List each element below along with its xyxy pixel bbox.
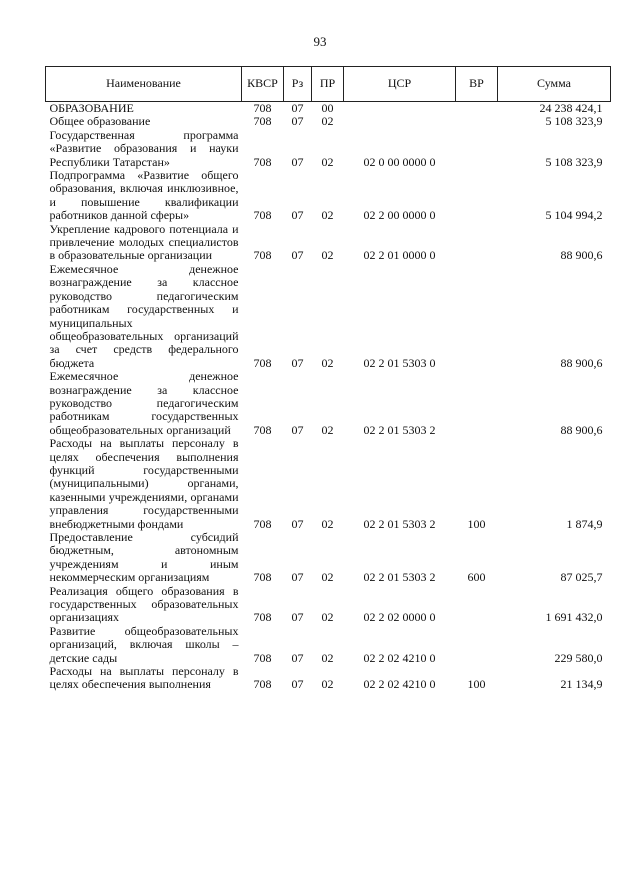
row-csr (344, 102, 456, 116)
row-vr (456, 102, 498, 116)
header-rz: Рз (284, 67, 312, 102)
row-vr (456, 585, 498, 625)
row-vr (456, 129, 498, 169)
row-name: Предоставление субсидий бюджетным, автономным учреждениям и иным некоммерческим организациям (49, 530, 239, 585)
row-kvsr: 708 (253, 154, 272, 169)
row-rz: 07 (291, 570, 304, 585)
row-csr: 02 2 01 5303 2 (363, 516, 436, 531)
row-name: Государственная программа «Развитие образования и науки Республики Татарстан» (49, 127, 239, 169)
row-csr: 02 2 02 4210 0 (363, 650, 436, 665)
table-row (46, 531, 611, 585)
budget-table (45, 66, 611, 692)
row-sum: 1 874,9 (566, 516, 603, 531)
row-csr: 02 2 01 0000 0 (363, 248, 436, 263)
header-pr: ПР (312, 67, 344, 102)
table-row (46, 263, 611, 370)
row-name: Расходы на выплаты персоналу в целях обеспечения выполнения (49, 664, 239, 692)
row-sum: 21 134,9 (560, 677, 603, 692)
table-row (46, 665, 611, 692)
row-sum: 88 900,6 (560, 248, 603, 263)
row-pr: 02 (321, 248, 334, 263)
row-name: Ежемесячное денежное вознаграждение за классное руководство педагогическим работникам государственных общеобразовательных организаций (49, 369, 239, 437)
table-row (46, 585, 611, 625)
row-kvsr: 708 (253, 248, 272, 263)
row-name: Ежемесячное денежное вознаграждение за классное руководство педагогическим работникам государственных и муниципальных общеобразовательных организаций за счет средств федерального бюджета (49, 261, 239, 370)
row-rz: 07 (291, 101, 304, 115)
row-vr: 100 (467, 677, 486, 692)
row-rz: 07 (291, 650, 304, 665)
row-rz: 07 (291, 154, 304, 169)
row-rz: 07 (291, 114, 304, 129)
row-pr: 02 (321, 570, 334, 585)
row-kvsr: 708 (253, 114, 272, 129)
row-kvsr: 708 (253, 208, 272, 223)
row-rz: 07 (291, 677, 304, 692)
table-row (46, 129, 611, 169)
header-csr: ЦСР (344, 67, 456, 102)
row-sum: 5 108 323,9 (545, 114, 603, 129)
row-csr: 02 2 01 5303 0 (363, 355, 436, 370)
header-sum: Сумма (498, 67, 611, 102)
table-row (46, 625, 611, 665)
row-name: Развитие общеобразовательных организаций, включая школы – детские сады (49, 623, 239, 665)
row-kvsr: 708 (253, 610, 272, 625)
row-pr: 02 (321, 422, 334, 437)
row-sum: 229 580,0 (554, 650, 603, 665)
row-csr: 02 2 02 4210 0 (363, 677, 436, 692)
row-name: Расходы на выплаты персоналу в целях обеспечения выполнения функций государственными (муниципальными) органами, казенными учреждениями, органами управления государственными внебюджетными фондами (49, 436, 239, 531)
row-vr (456, 625, 498, 665)
row-kvsr: 708 (253, 677, 272, 692)
row-pr: 02 (321, 610, 334, 625)
row-pr: 02 (321, 650, 334, 665)
header-kvsr: КВСР (242, 67, 284, 102)
header-name: Наименование (46, 67, 242, 102)
table-row (46, 370, 611, 437)
row-vr: 600 (467, 570, 486, 585)
table-header-row (46, 67, 611, 102)
row-name: Укрепление кадрового потенциала и привлечение молодых специалистов в образовательные организации (49, 221, 239, 263)
row-csr: 02 2 00 0000 0 (363, 208, 436, 223)
row-sum: 87 025,7 (560, 570, 603, 585)
row-name: Общее образование (49, 114, 151, 129)
row-kvsr: 708 (253, 101, 272, 115)
table-row (46, 115, 611, 128)
row-kvsr: 708 (253, 570, 272, 585)
row-sum: 1 691 432,0 (545, 610, 603, 625)
row-csr: 02 2 02 0000 0 (363, 610, 436, 625)
row-vr (456, 263, 498, 370)
row-sum: 88 900,6 (560, 355, 603, 370)
table-row (46, 437, 611, 531)
table-row (46, 169, 611, 223)
row-pr: 02 (321, 208, 334, 223)
row-name: Подпрограмма «Развитие общего образования, включая инклюзивное, и повышение квалификации работников данной сферы» (49, 168, 239, 223)
row-sum: 88 900,6 (560, 422, 603, 437)
row-csr (344, 115, 456, 128)
row-pr: 02 (321, 516, 334, 531)
row-rz: 07 (291, 516, 304, 531)
row-pr: 02 (321, 114, 334, 129)
row-rz: 07 (291, 355, 304, 370)
row-rz: 07 (291, 610, 304, 625)
row-rz: 07 (291, 422, 304, 437)
row-kvsr: 708 (253, 650, 272, 665)
row-rz: 07 (291, 248, 304, 263)
row-vr: 100 (467, 516, 486, 531)
row-vr (456, 223, 498, 263)
row-sum: 24 238 424,1 (539, 101, 603, 115)
row-kvsr: 708 (253, 516, 272, 531)
row-sum: 5 108 323,9 (545, 154, 603, 169)
row-rz: 07 (291, 208, 304, 223)
row-pr: 00 (321, 101, 334, 115)
row-kvsr: 708 (253, 422, 272, 437)
row-vr (456, 370, 498, 437)
table-row (46, 223, 611, 263)
row-csr: 02 2 01 5303 2 (363, 570, 436, 585)
row-name: Реализация общего образования в государственных образовательных организациях (49, 583, 239, 625)
row-vr (456, 169, 498, 223)
header-vr: ВР (456, 67, 498, 102)
row-kvsr: 708 (253, 355, 272, 370)
row-sum: 5 104 994,2 (545, 208, 603, 223)
row-vr (456, 115, 498, 128)
row-csr: 02 0 00 0000 0 (363, 154, 436, 169)
row-name: ОБРАЗОВАНИЕ (49, 101, 134, 115)
row-pr: 02 (321, 355, 334, 370)
page-number: 93 (313, 34, 327, 49)
row-csr: 02 2 01 5303 2 (363, 422, 436, 437)
row-pr: 02 (321, 677, 334, 692)
row-pr: 02 (321, 154, 334, 169)
table-row (46, 102, 611, 116)
